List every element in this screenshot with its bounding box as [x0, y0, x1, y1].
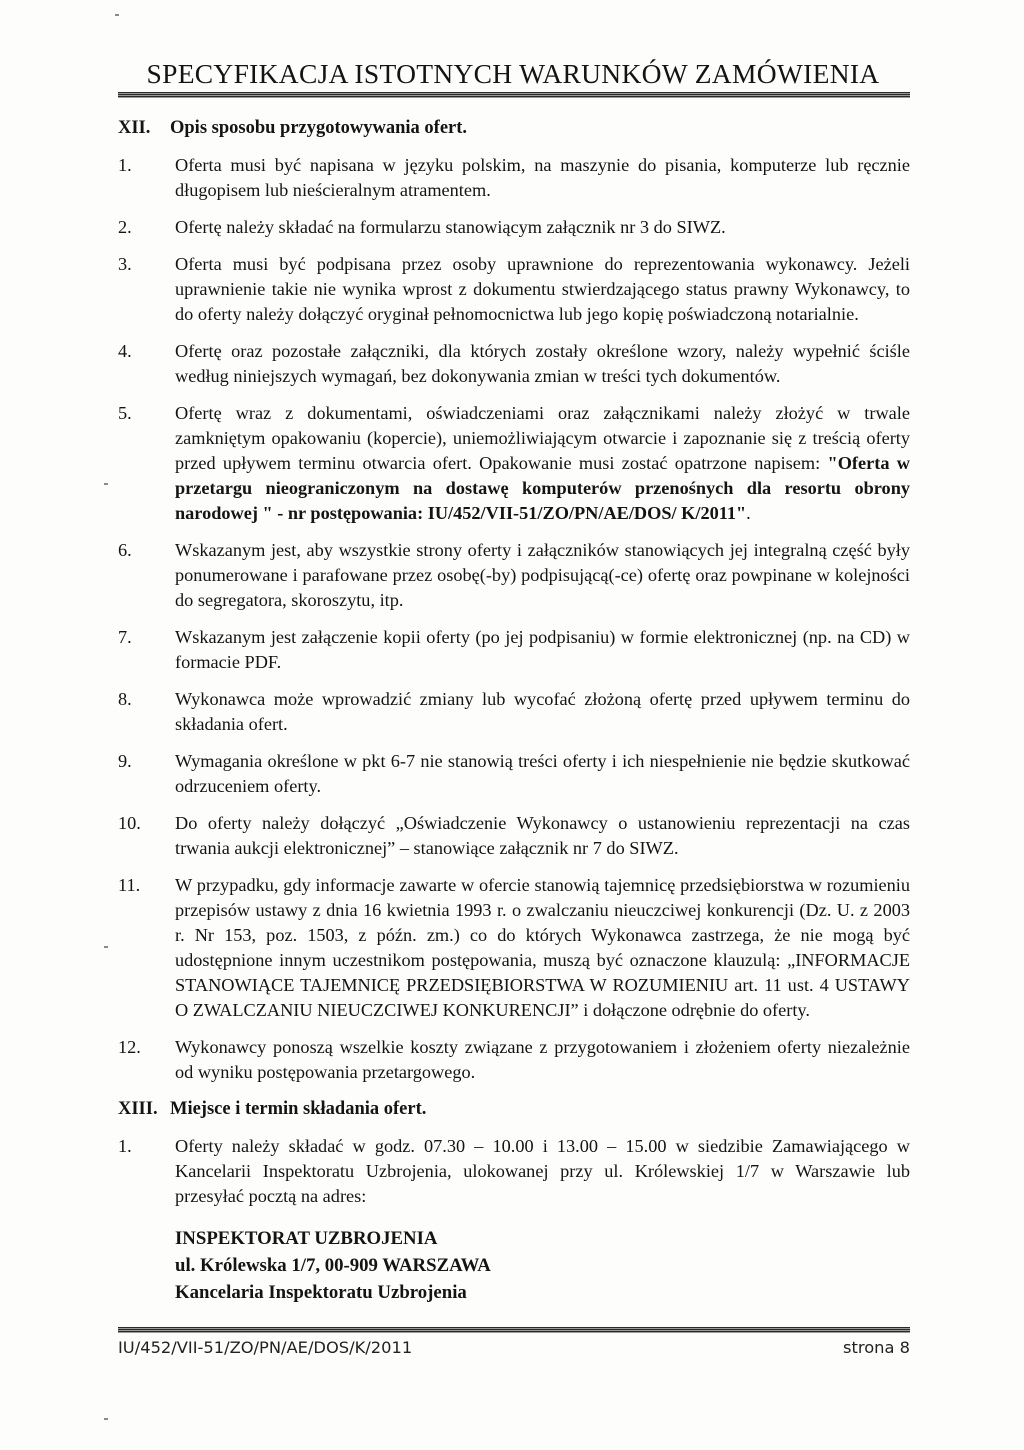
- item-number: 9.: [118, 751, 132, 771]
- item-text: Wymagania określone w pkt 6-7 nie stanowią treści oferty i ich niespełnienie nie będzie skutkować odrzuceniem oferty.: [175, 751, 910, 796]
- item-text-plain: Ofertę wraz z dokumentami, oświadczeniami oraz załącznikami należy złożyć w trwale zamkniętym opakowaniu (kopercie), uniemożliwiającym otwarcie i zapoznanie się z treścią oferty przed upływem terminu otwarcia ofert. Opakowanie musi zostać opatrzone napisem:: [175, 403, 910, 473]
- list-item: [118, 252, 910, 327]
- scan-speck: [104, 946, 108, 948]
- item-number: 1.: [118, 1136, 132, 1156]
- list-item: [118, 811, 910, 861]
- list-item: [118, 401, 910, 526]
- item-text: [175, 401, 910, 526]
- item-number: 4.: [118, 341, 132, 361]
- list-item: [118, 339, 910, 389]
- item-number: 10.: [118, 813, 141, 833]
- item-number: 6.: [118, 540, 132, 560]
- address-line: Kancelaria Inspektoratu Uzbrojenia: [175, 1282, 467, 1303]
- document-body: [118, 116, 910, 1306]
- section-title: Opis sposobu przygotowywania ofert.: [170, 118, 468, 138]
- item-text: Ofertę należy składać na formularzu stanowiącym załącznik nr 3 do SIWZ.: [175, 217, 726, 237]
- item-text: Wskazanym jest załączenie kopii oferty (po jej podpisaniu) w formie elektronicznej (np. na CD) w formacie PDF.: [175, 627, 910, 672]
- section-number: XII.: [118, 118, 151, 138]
- item-number: 3.: [118, 254, 132, 274]
- list-item: [118, 1035, 910, 1085]
- list-item: [118, 687, 910, 737]
- address-block: [175, 1225, 910, 1306]
- list-item: [118, 538, 910, 613]
- document-reference: IU/452/VII-51/ZO/PN/AE/DOS/K/2011: [118, 1338, 413, 1357]
- item-text: Oferty należy składać w godz. 07.30 – 10.00 i 13.00 – 15.00 w siedzibie Zamawiającego w Kancelarii Inspektoratu Uzbrojenia, ulokowanej przy ul. Królewskiej 1/7 w Warszawie lub przesyłać pocztą na adres:: [175, 1136, 910, 1206]
- item-text: Wykonawcy ponoszą wszelkie koszty związane z przygotowaniem i złożeniem oferty niezależnie od wyniku postępowania przetargowego.: [175, 1037, 910, 1082]
- item-number: 2.: [118, 217, 132, 237]
- envelope-label: "Oferta w przetargu nieograniczonym na dostawę komputerów przenośnych dla resortu obrony narodowej " - nr postępowania: IU/452/VII-51/ZO/PN/AE/DOS/ K/2011": [175, 453, 910, 523]
- section-number: XIII.: [118, 1099, 158, 1119]
- item-number: 8.: [118, 689, 132, 709]
- scan-speck: [104, 483, 108, 485]
- item-number: 11.: [118, 875, 141, 895]
- item-text: W przypadku, gdy informacje zawarte w ofercie stanowią tajemnicę przedsiębiorstwa w rozumieniu przepisów ustawy z dnia 16 kwietnia 1993 r. o zwalczaniu nieuczciwej konkurencji (Dz. U. z 2003 r. Nr 153, poz. 1503, z późn. zm.) co do których Wykonawca zastrzega, że nie mogą być udostępnione innym uczestnikom postępowania, muszą być oznaczone klauzulą: „INFORMACJE STANOWIĄCE TAJEMNICĘ PRZEDSIĘBIORSTWA W ROZUMIENIU art. 11 ust. 4 USTAWY O ZWALCZANIU NIEUCZCIWEJ KONKURENCJI” i dołączone odrębnie do oferty.: [175, 875, 910, 1020]
- item-text: Wskazanym jest, aby wszystkie strony oferty i załączników stanowiących jej integralną część były ponumerowane i parafowane przez osobę(-by) podpisującą(-ce) ofertę oraz powpinane w kolejności do segregatora, skoroszytu, itp.: [175, 540, 910, 610]
- item-text: Wykonawca może wprowadzić zmiany lub wycofać złożoną ofertę przed upływem terminu do składania ofert.: [175, 689, 910, 734]
- item-text: Do oferty należy dołączyć „Oświadczenie Wykonawcy o ustanowieniu reprezentacji na czas trwania aukcji elektronicznej” – stanowiące załącznik nr 7 do SIWZ.: [175, 813, 910, 858]
- address-line: INSPEKTORAT UZBROJENIA: [175, 1228, 438, 1249]
- item-number: 1.: [118, 155, 132, 175]
- section-heading: [118, 1097, 910, 1122]
- item-number: 7.: [118, 627, 132, 647]
- item-text: Oferta musi być napisana w języku polskim, na maszynie do pisania, komputerze lub ręcznie długopisem lub nieścieralnym atramentem.: [175, 155, 910, 200]
- item-text-tail: .: [746, 503, 751, 523]
- list-item: [118, 873, 910, 1023]
- list-item: [118, 749, 910, 799]
- item-text: Ofertę oraz pozostałe załączniki, dla których zostały określone wzory, należy wypełnić ściśle według niniejszych wymagań, bez dokonywania zmian w treści tych dokumentów.: [175, 341, 910, 386]
- item-number: 12.: [118, 1037, 141, 1057]
- list-item: [118, 215, 910, 240]
- section-heading: [118, 116, 910, 141]
- address-line: ul. Królewska 1/7, 00-909 WARSZAWA: [175, 1255, 491, 1276]
- footer-rule: [118, 1327, 910, 1333]
- page-number: strona 8: [843, 1338, 910, 1357]
- page-footer: [118, 1338, 910, 1357]
- list-item: [118, 1134, 910, 1209]
- list-item: [118, 153, 910, 203]
- scan-speck: [104, 1418, 108, 1420]
- page-title: SPECYFIKACJA ISTOTNYCH WARUNKÓW ZAMÓWIENIA: [146, 58, 880, 89]
- section-title: Miejsce i termin składania ofert.: [170, 1099, 427, 1119]
- item-number: 5.: [118, 403, 132, 423]
- header-rule: [118, 92, 910, 98]
- list-item: [118, 625, 910, 675]
- scan-speck: [115, 14, 119, 16]
- item-text: Oferta musi być podpisana przez osoby uprawnione do reprezentowania wykonawcy. Jeżeli uprawnienie takie nie wynika wprost z dokumentu stwierdzającego status prawny Wykonawcy, to do oferty należy dołączyć oryginał pełnomocnictwa lub jego kopię poświadczoną notarialnie.: [175, 254, 910, 324]
